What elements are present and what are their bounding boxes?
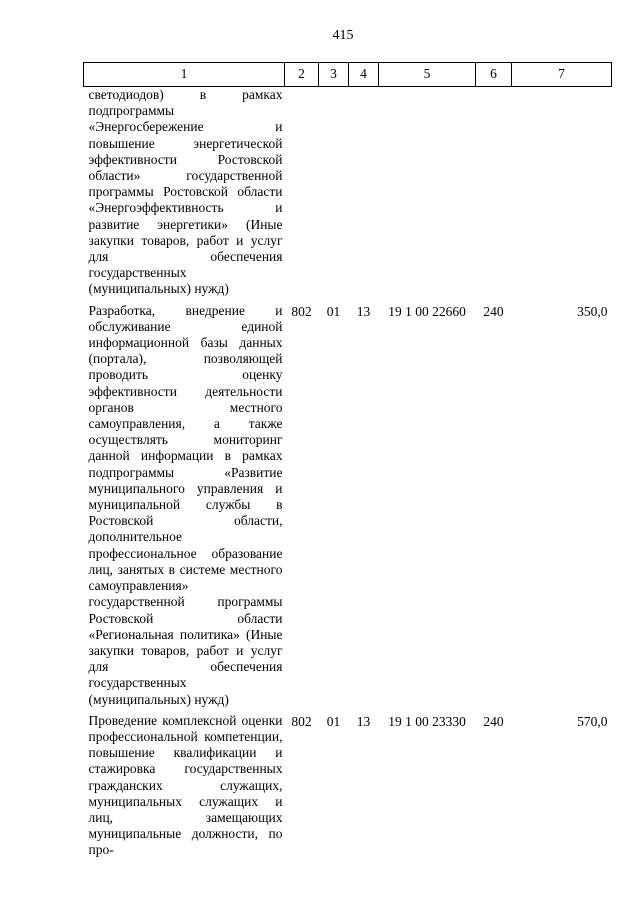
table-header-row bbox=[84, 63, 612, 87]
subsection-code: 13 bbox=[356, 303, 371, 319]
section-code: 01 bbox=[326, 713, 341, 729]
row-description: Разработка, внедрение и обслуживание единой информационной базы данных (портала), позволяющей проводить оценку эффективности деятельности органов местного самоуправления, а также осуществлять мониторинг данной информации в рамках подпрограммы «Развитие муниципального управления и муниципальной службы в Ростовской области, дополнительное профессиональное образование лиц, занятых в системе местного самоуправления» государственной программы Ростовской области «Региональная политика» (Иные закупки товаров, работ и услуг для обеспечения государственных (муниципальных) нужд) bbox=[88, 302, 283, 707]
expense-type-code: 240 bbox=[483, 713, 504, 729]
subsection-code bbox=[349, 87, 379, 303]
page-number: 415 bbox=[332, 28, 354, 43]
amount-value: 350,0 bbox=[577, 303, 608, 319]
column-header: 7 bbox=[512, 63, 612, 87]
expense-type-code bbox=[476, 87, 512, 303]
column-header: 1 bbox=[84, 63, 285, 87]
subsection-code: 13 bbox=[356, 713, 371, 729]
ministry-code bbox=[285, 87, 319, 303]
budget-table bbox=[83, 62, 612, 864]
ministry-code: 802 bbox=[291, 303, 312, 319]
amount-value bbox=[512, 87, 612, 303]
table-row bbox=[84, 87, 612, 303]
column-header: 4 bbox=[349, 63, 379, 87]
table-row bbox=[84, 303, 612, 713]
column-header: 5 bbox=[379, 63, 476, 87]
row-description: Проведение комплексной оценки профессиональной компетенции, повышение квалификации и стажировка государственных гражданских служащих, муниципальных служащих и лиц, замещающих муниципальные должности, по про- bbox=[88, 712, 283, 858]
section-code bbox=[319, 87, 349, 303]
amount-value: 570,0 bbox=[577, 713, 608, 729]
column-header: 2 bbox=[285, 63, 319, 87]
expense-type-code: 240 bbox=[483, 303, 504, 319]
section-code: 01 bbox=[326, 303, 341, 319]
target-article-code: 19 1 00 22660 bbox=[388, 303, 466, 319]
ministry-code: 802 bbox=[291, 713, 312, 729]
target-article-code bbox=[379, 87, 476, 303]
table-row bbox=[84, 713, 612, 864]
row-description: светодиодов) в рамках подпрограммы «Энергосбережение и повышение энергетической эффективности Ростовской области» государственной программы Ростовской области «Энергоэффективность и развитие энергетики» (Иные закупки товаров, работ и услуг для обеспечения государственных (муниципальных) нужд) bbox=[88, 87, 283, 297]
column-header: 3 bbox=[319, 63, 349, 87]
column-header: 6 bbox=[476, 63, 512, 87]
target-article-code: 19 1 00 23330 bbox=[388, 713, 466, 729]
